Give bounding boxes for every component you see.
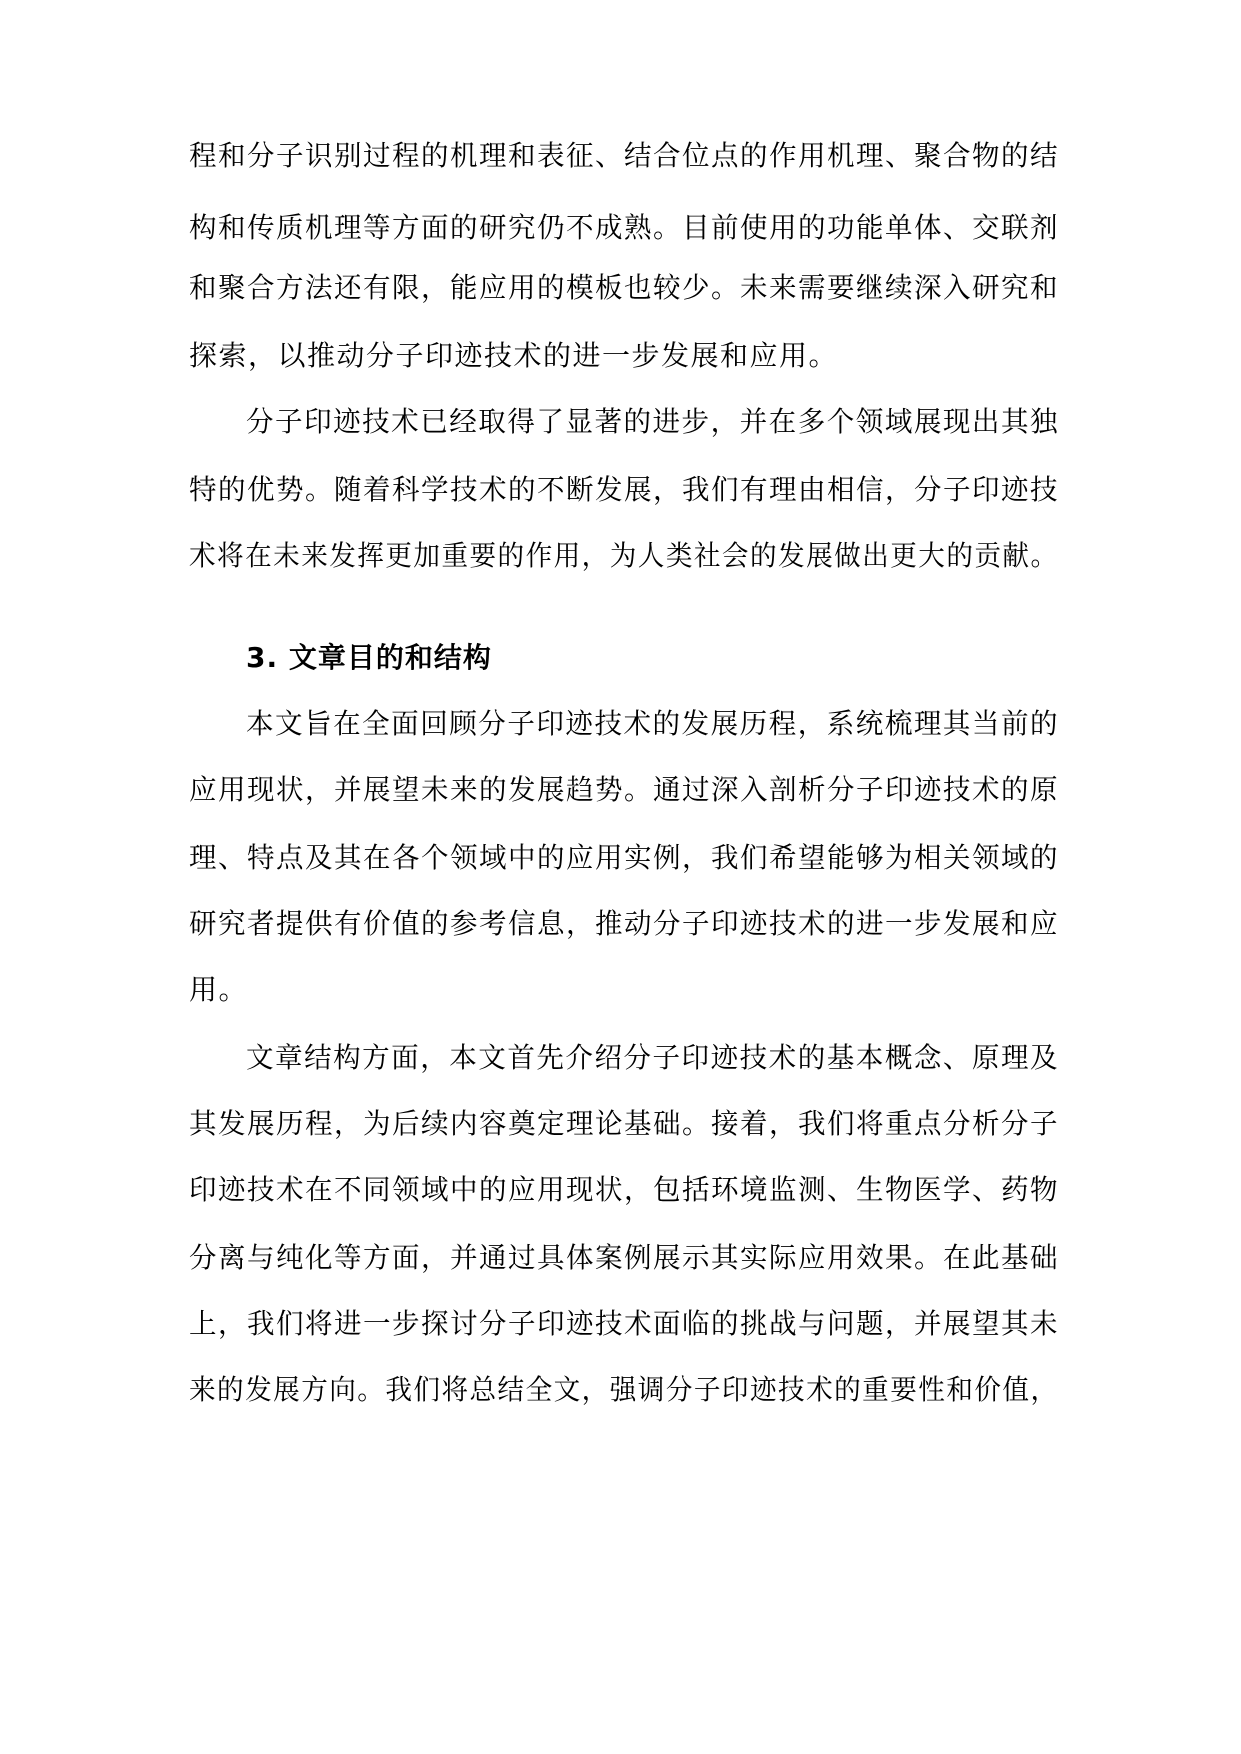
- paragraph-4-line-2: 其发展历程，为后续内容奠定理论基础。接着，我们将重点分析分子: [189, 1107, 1060, 1140]
- paragraph-4-line-3: 印迹技术在不同领域中的应用现状，包括环境监测、生物医学、药物: [189, 1173, 1060, 1206]
- paragraph-3-line-1: 本文旨在全面回顾分子印迹技术的发展历程，系统梳理其当前的: [246, 707, 1060, 740]
- paragraph-3-line-4: 研究者提供有价值的参考信息，推动分子印迹技术的进一步发展和应: [189, 907, 1060, 940]
- paragraph-1-line-1: 程和分子识别过程的机理和表征、结合位点的作用机理、聚合物的结: [189, 139, 1060, 172]
- paragraph-4-line-1: 文章结构方面，本文首先介绍分子印迹技术的基本概念、原理及: [246, 1041, 1060, 1074]
- paragraph-1-line-4: 探索，以推动分子印迹技术的进一步发展和应用。: [189, 339, 839, 372]
- paragraph-1-line-2: 构和传质机理等方面的研究仍不成熟。目前使用的功能单体、交联剂: [189, 211, 1060, 244]
- section-heading: 3. 文章目的和结构: [246, 641, 492, 674]
- paragraph-2-line-3: 术将在未来发挥更加重要的作用，为人类社会的发展做出更大的贡献。: [189, 539, 1059, 572]
- paragraph-2-line-1: 分子印迹技术已经取得了显著的进步，并在多个领域展现出其独: [246, 405, 1060, 438]
- paragraph-4-line-5: 上，我们将进一步探讨分子印迹技术面临的挑战与问题，并展望其未: [189, 1307, 1060, 1340]
- paragraph-3-line-2: 应用现状，并展望未来的发展趋势。通过深入剖析分子印迹技术的原: [189, 773, 1060, 806]
- paragraph-4-line-6: 来的发展方向。我们将总结全文，强调分子印迹技术的重要性和价值，: [189, 1373, 1059, 1406]
- paragraph-2-line-2: 特的优势。随着科学技术的不断发展，我们有理由相信，分子印迹技: [189, 473, 1060, 506]
- paragraph-1-line-3: 和聚合方法还有限，能应用的模板也较少。未来需要继续深入研究和: [189, 271, 1060, 304]
- paragraph-3-line-3: 理、特点及其在各个领域中的应用实例，我们希望能够为相关领域的: [189, 841, 1060, 874]
- paragraph-3-line-5: 用。: [189, 973, 249, 1006]
- paragraph-4-line-4: 分离与纯化等方面，并通过具体案例展示其实际应用效果。在此基础: [189, 1241, 1060, 1274]
